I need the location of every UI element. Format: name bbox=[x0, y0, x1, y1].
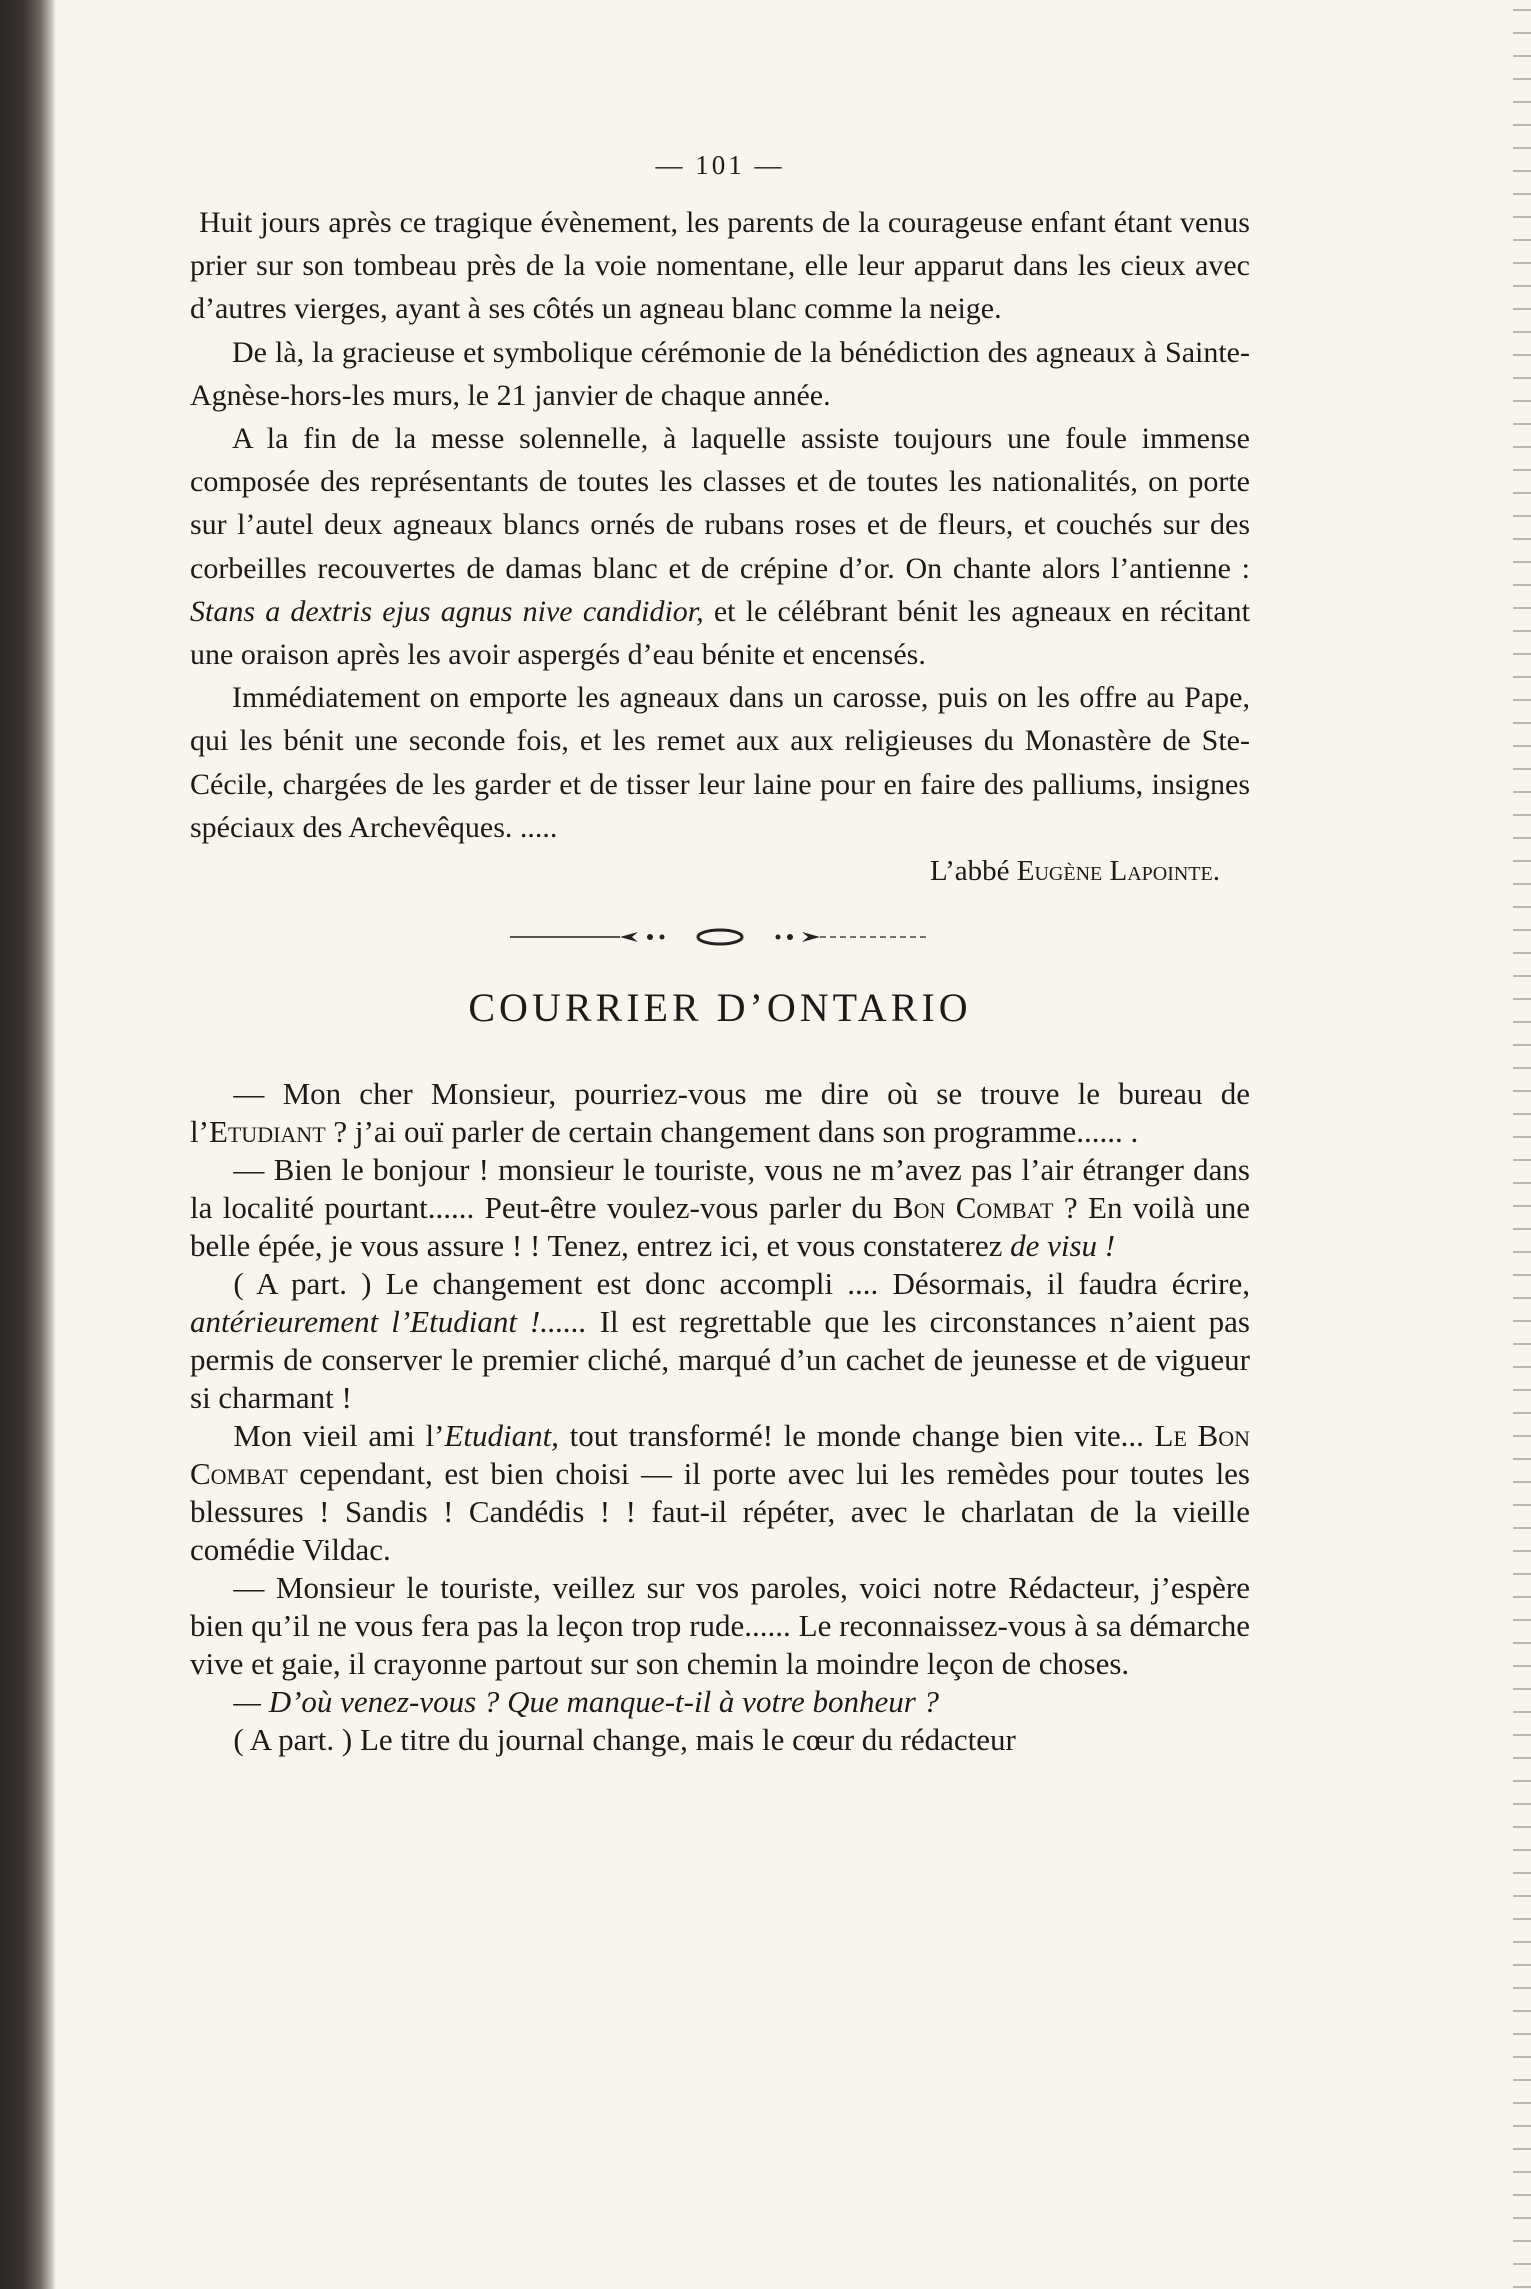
page-number: — 101 — bbox=[655, 150, 785, 180]
dialogue-paragraph: ( A part. ) Le changement est donc accompli .... Désormais, il faudra écrire, antérieurement l’Etudiant !...... Il est regrettable que les circonstances n’aient pas permis de conserver le premier cliché, marqué d’un cachet de jeunesse et de vigueur si charmant ! bbox=[190, 1266, 1250, 1416]
page-edge bbox=[1513, 0, 1531, 2289]
page-content bbox=[190, 150, 1250, 1759]
paragraph-pope: Immédiatement on emporte les agneaux dans un carosse, puis on les offre au Pape, qui les bénit une seconde fois, et les remet aux aux religieuses du Monastère de Ste-Cécile, chargées de les garder et de tisser leur laine pour en faire des palliums, insignes spéciaux des Archevêques. ..... bbox=[190, 681, 1250, 844]
dialogue-paragraph: — Mon cher Monsieur, pourriez-vous me dire où se trouve le bureau de l’Etudiant ? j’ai ouï parler de certain changement dans son programme...... . bbox=[190, 1076, 1250, 1150]
dialogue-paragraph: Mon vieil ami l’Etudiant, tout transformé! le monde change bien vite... Le Bon Combat cependant, est bien choisi — il porte avec lui les remèdes pour toutes les blessures ! Sandis ! Candédis ! ! faut-il répéter, avec le charlatan de la vieille comédie Vildac. bbox=[190, 1418, 1250, 1568]
paragraph-ceremony: De là, la gracieuse et symbolique cérémonie de la bénédiction des agneaux à Sainte-Agnèse-hors-les murs, le 21 janvier de chaque année. bbox=[190, 335, 1250, 412]
paragraph-apparition: Huit jours après ce tragique évènement, les parents de la courageuse enfant étant venus prier sur son tombeau près de la voie nomentane, elle leur apparut dans les cieux avec d’autres vierges, ayant à ses côtés un agneau blanc comme la neige. bbox=[190, 206, 1250, 326]
dialogue-paragraph: — Monsieur le touriste, veillez sur vos paroles, voici notre Rédacteur, j’espère bien qu’il ne vous fera pas la leçon trop rude...... Le reconnaissez-vous à sa démarche vive et gaie, il crayonne partout sur son chemin la moindre leçon de choses. bbox=[190, 1570, 1250, 1682]
section-title: COURRIER D’ONTARIO bbox=[468, 985, 972, 1031]
dialogue-paragraph: — D’où venez-vous ? Que manque-t-il à votre bonheur ? bbox=[233, 1684, 940, 1720]
book-binding-shadow bbox=[0, 0, 56, 2289]
dialogue-paragraph: ( A part. ) Le titre du journal change, mais le cœur du rédacteur bbox=[233, 1722, 1016, 1758]
dialogue-paragraph: — Bien le bonjour ! monsieur le touriste, vous ne m’avez pas l’air étranger dans la localité pourtant...... Peut-être voulez-vous parler du Bon Combat ? En voilà une belle épée, je vous assure ! ! Tenez, entrez ici, et vous constaterez de visu ! bbox=[190, 1152, 1250, 1264]
paragraph-mass: A la fin de la messe solennelle, à laquelle assiste toujours une foule immense composée des représentants de toutes les classes et de toutes les nationalités, on porte sur l’autel deux agneaux blancs ornés de rubans roses et de fleurs, et couchés sur des corbeilles recouvertes de damas blanc et de crépine d’or. On chante alors l’antienne : Stans a dextris ejus agnus nive candidior, et le célébrant bénit les agneaux en récitant une oraison après les avoir aspergés d’eau bénite et encensés. bbox=[190, 422, 1250, 672]
latin-antiphon: Stans a dextris ejus agnus nive candidior, bbox=[190, 594, 704, 628]
author-signature: L’abbé Eugène Lapointe. bbox=[930, 855, 1220, 888]
ornamental-divider bbox=[510, 926, 930, 948]
